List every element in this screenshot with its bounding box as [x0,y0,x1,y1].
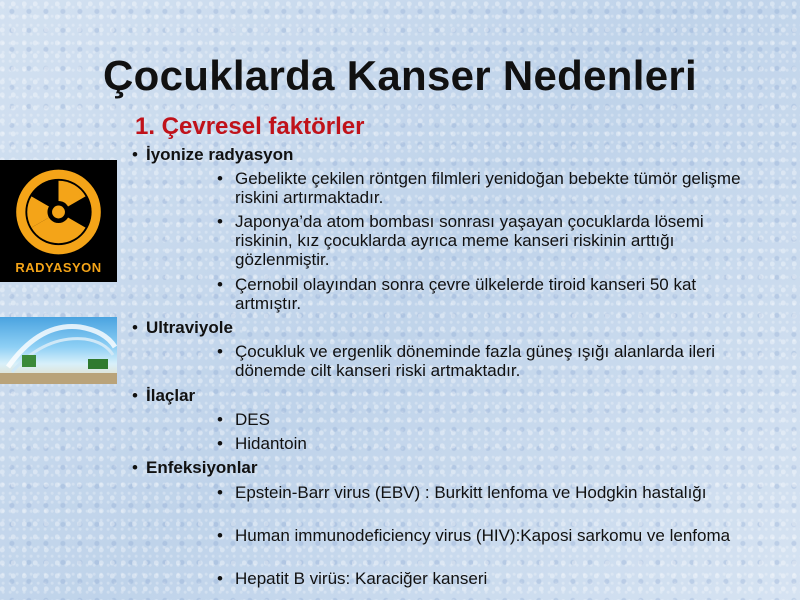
list-item: • DES [217,410,270,429]
list-item: • Hidantoin [217,434,307,453]
section-heading: • İyonize radyasyon [132,145,294,164]
list-item: • Çernobil olayından sonra çevre ülkelerde tiroid kanseri 50 kat artmıştır. [217,275,697,313]
section-heading: • İlaçlar [132,386,196,405]
list-item: • Hepatit B virüs: Karaciğer kanseri [217,569,488,588]
list-item: • Epstein-Barr virus (EBV) : Burkitt lenfoma ve Hodgkin hastalığı [217,483,707,502]
list-item: • Human immunodeficiency virus (HIV):Kaposi sarkomu ve lenfoma [217,526,731,545]
slide-subtitle: 1. Çevresel faktörler [135,113,365,140]
list-item: • Japonya’da atom bombası sonrası yaşayan çocuklarda lösemi riskinin, kız çocuklarda ayrıca meme kanseri riskinin arttığı gözlenmiştir. [217,212,704,269]
list-item: • Çocukluk ve ergenlik döneminde fazla güneş ışığı alanlarda ileri dönemde cilt kanseri riski artmaktadır. [217,342,716,380]
list-item: • Gebelikte çekilen röntgen filmleri yenidoğan bebekte tümör gelişme riskini artırmaktadır. [217,169,741,207]
section-heading: • Ultraviyole [132,318,233,337]
slide-title: Çocuklarda Kanser Nedenleri [103,52,697,99]
section-heading: • Enfeksiyonlar [132,458,258,477]
radiation-label: RADYASYON [15,260,102,275]
